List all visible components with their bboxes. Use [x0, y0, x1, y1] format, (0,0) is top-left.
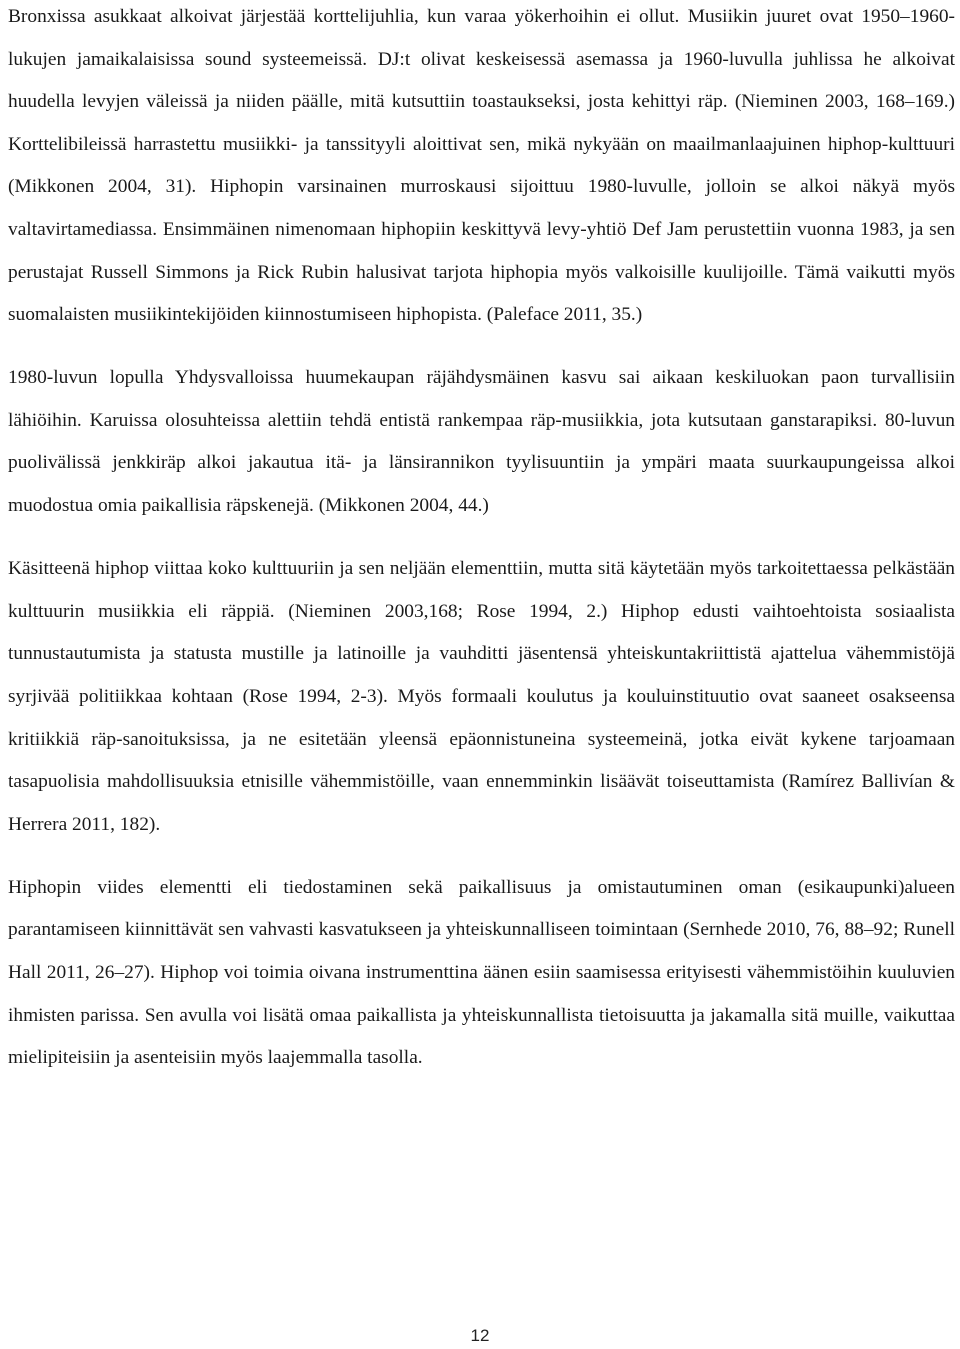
- page-number: 12: [470, 1326, 490, 1345]
- paragraph-2: 1980-luvun lopulla Yhdysvalloissa huumekaupan räjähdysmäinen kasvu sai aikaan keskiluokan paon turvallisiin lähiöihin. Karuissa olosuhteissa alettiin tehdä entistä rankempaa räp-musiikkia, jota kutsutaan ganstarapiksi. 80-luvun puolivälissä jenkkiräp alkoi jakautua itä- ja länsirannikon tyylisuuntiin ja ympäri maata suurkaupungeissa alkoi muodostua omia paikallisia räpskenejä. (Mikkonen 2004, 44.): [8, 367, 955, 517]
- paragraph-3: Käsitteenä hiphop viittaa koko kulttuuriin ja sen neljään elementtiin, mutta sitä käytetään myös tarkoitettaessa pelkästään kulttuurin musiikkia eli räppiä. (Nieminen 2003,168; Rose 1994, 2.) Hiphop edusti vaihtoehtoista sosiaalista tunnustautumista ja statusta mustille ja latinoille ja vauhditti jäsentensä yhteiskuntakriittistä ajattelua vähemmistöjä syrjivää politiikkaa kohtaan (Rose 1994, 2-3). Myös formaali koulutus ja kouluinstituutio ovat saaneet osakseensa kritiikkiä räp-sanoituksissa, ja ne esitetään yleensä epäonnistuneina systeemeinä, jotka eivät kykene tarjoamaan tasapuolisia mahdollisuuksia etnisille vähemmistöille, vaan ennemminkin lisäävät toiseuttamista (Ramírez Ballivían & Herrera 2011, 182).: [8, 558, 955, 835]
- paragraph-4: Hiphopin viides elementti eli tiedostaminen sekä paikallisuus ja omistautuminen oman (esikaupunki)alueen parantamiseen kiinnittävät sen vahvasti kasvatukseen ja yhteiskunnalliseen toimintaan (Sernhede 2010, 76, 88–92; Runell Hall 2011, 26–27). Hiphop voi toimia oivana instrumenttina äänen esiin saamisessa erityisesti vähemmistöihin kuuluvien ihmisten parissa. Sen avulla voi lisätä omaa paikallista ja yhteiskunnallista tietoisuutta ja jakamalla sitä muille, vaikuttaa mielipiteisiin ja asenteisiin myös laajemmalla tasolla.: [8, 876, 955, 1069]
- paragraph-1: Bronxissa asukkaat alkoivat järjestää korttelijuhlia, kun varaa yökerhoihin ei ollut. Musiikin juuret ovat 1950–1960-lukujen jamaikalaisissa sound systeemeissä. DJ:t olivat keskeisessä asemassa ja 1960-luvulla juhlissa he alkoivat huudella levyjen väleissä ja niiden päälle, mitä kutsuttiin toastaukseksi, josta kehittyi räp. (Nieminen 2003, 168–169.) Korttelibileissä harrastettu musiikki- ja tanssityyli aloittivat sen, mikä nykyään on maailmanlaajuinen hiphop-kulttuuri (Mikkonen 2004, 31). Hiphopin varsinainen murroskausi sijoittuu 1980-luvulle, jolloin se alkoi näkyä myös valtavirtamediassa. Ensimmäinen nimenomaan hiphopiin keskittyvä levy-yhtiö Def Jam perustettiin vuonna 1983, ja sen perustajat Russell Simmons ja Rick Rubin halusivat tarjota hiphopia myös valkoisille kuulijoille. Tämä vaikutti myös suomalaisten musiikintekijöiden kiinnostumiseen hiphopista. (Paleface 2011, 35.): [8, 6, 955, 326]
- body-text: [8, 0, 955, 1080]
